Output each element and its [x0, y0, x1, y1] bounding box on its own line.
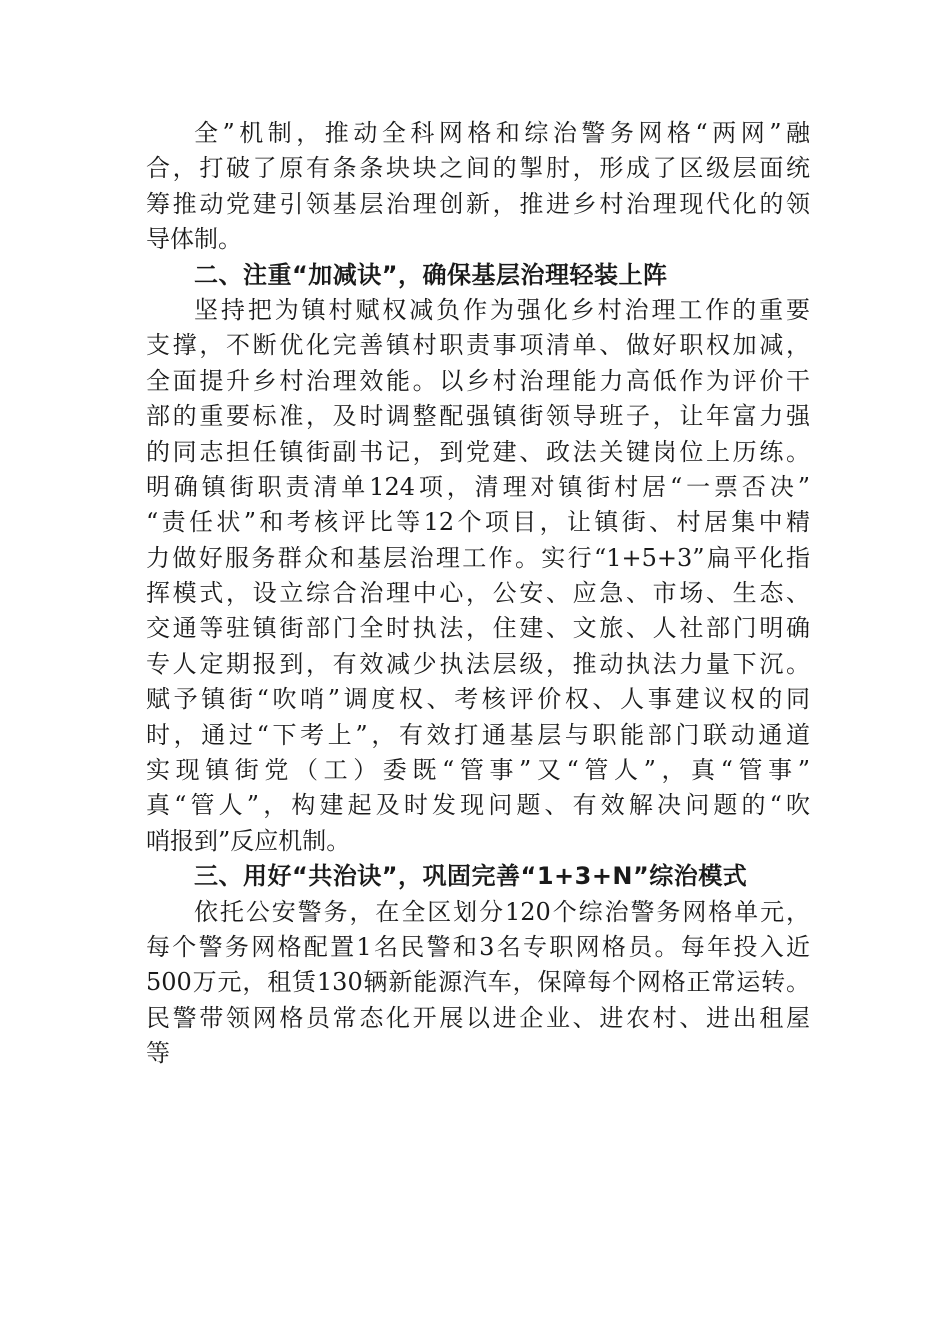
document-body: [146, 116, 810, 1072]
text-line: 坚持把为镇村赋权减负作为强化乡村治理工作的重要: [194, 295, 810, 324]
text-line: 民警带领网格员常态化开展以进企业、进农村、进出租屋: [146, 1003, 810, 1032]
text-line: 合，打破了原有条条块块之间的掣肘，形成了区级层面统: [146, 154, 810, 183]
text-line: 明确镇街职责清单124项，清理对镇街村居“一票否决”: [146, 472, 810, 501]
section-heading: 三、用好“共治诀”，巩固完善“1+3+N”综治模式: [194, 862, 748, 891]
text-line: 全面提升乡村治理效能。以乡村治理能力高低作为评价干: [146, 366, 810, 395]
text-line: “责任状”和考核评比等12个项目，让镇街、村居集中精: [146, 508, 810, 537]
text-line: 全”机制，推动全科网格和综治警务网格“两网”融: [194, 119, 810, 147]
text-line: 导体制。: [146, 225, 242, 254]
text-line: 时，通过“下考上”，有效打通基层与职能部门联动通道: [146, 720, 810, 749]
section-heading: 二、注重“加减诀”，确保基层治理轻装上阵: [194, 260, 668, 289]
text-line: 真“管人”，构建起及时发现问题、有效解决问题的“吹: [146, 791, 810, 820]
text-line: 依托公安警务，在全区划分120个综治警务网格单元，: [194, 897, 810, 926]
text-line: 500万元，租赁130辆新能源汽车，保障每个网格正常运转。: [146, 968, 810, 997]
text-line: 部的重要标准，及时调整配强镇街领导班子，让年富力强: [146, 402, 810, 431]
text-line: 支撑，不断优化完善镇村职责事项清单、做好职权加减，: [146, 331, 810, 360]
text-line: 专人定期报到，有效减少执法层级，推动执法力量下沉。: [146, 649, 810, 678]
text-line: 力做好服务群众和基层治理工作。实行“1+5+3”扁平化指: [146, 543, 810, 572]
text-line: 的同志担任镇街副书记，到党建、政法关键岗位上历练。: [146, 437, 810, 466]
text-line: 挥模式，设立综合治理中心，公安、应急、市场、生态、: [146, 579, 810, 608]
text-line: 每个警务网格配置1名民警和3名专职网格员。每年投入近: [146, 932, 810, 961]
text-line: 筹推动党建引领基层治理创新，推进乡村治理现代化的领: [146, 189, 810, 218]
text-line: 赋予镇街“吹哨”调度权、考核评价权、人事建议权的同: [146, 685, 810, 714]
text-line: 哨报到”反应机制。: [146, 826, 351, 855]
text-line: 实现镇街党（工）委既“管事”又“管人”，真“管事”: [146, 756, 810, 785]
text-line: 等: [146, 1039, 170, 1068]
text-line: 交通等驻镇街部门全时执法，住建、文旅、人社部门明确: [146, 614, 810, 643]
